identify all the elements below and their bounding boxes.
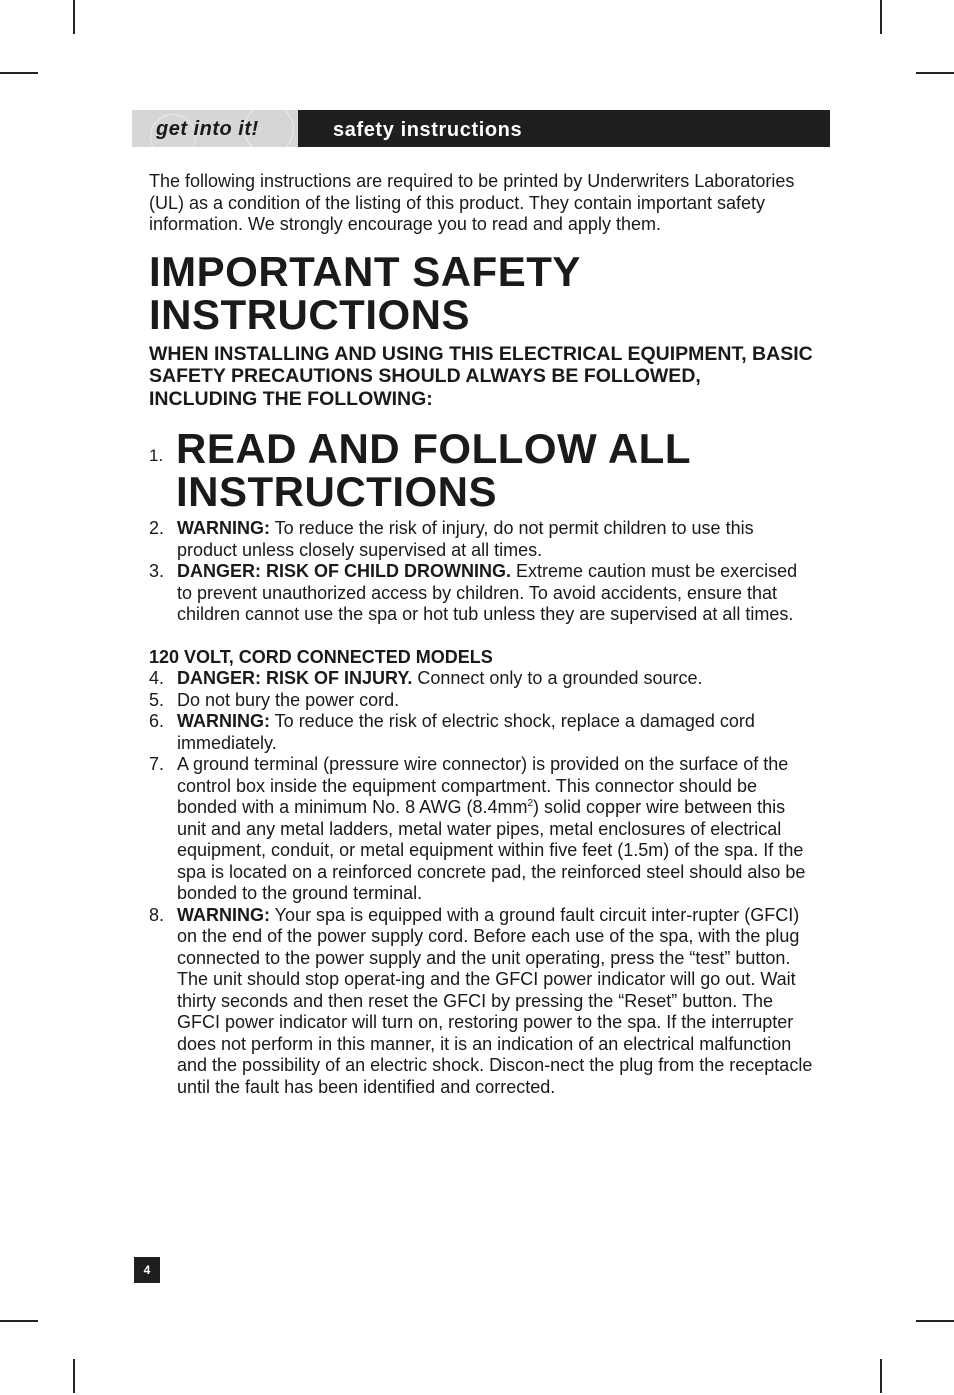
header-bar bbox=[132, 110, 830, 147]
crop-mark bbox=[880, 1359, 882, 1393]
page-number: 4 bbox=[134, 1257, 160, 1283]
list-item-text: READ AND FOLLOW ALL INSTRUCTIONS bbox=[176, 425, 691, 515]
section-heading: 120 VOLT, CORD CONNECTED MODELS bbox=[149, 646, 493, 667]
list-item-number: 1. bbox=[149, 446, 164, 465]
page-topic-tab bbox=[298, 110, 830, 147]
list-item-number: 4. bbox=[149, 668, 165, 688]
page-topic-label: safety instructions bbox=[333, 119, 523, 141]
crop-mark bbox=[916, 72, 954, 74]
crop-mark bbox=[0, 1320, 38, 1322]
section-tab bbox=[132, 110, 298, 147]
crop-mark bbox=[73, 0, 75, 34]
list-item-text: Do not bury the power cord. bbox=[177, 689, 400, 710]
list-item-number: 8. bbox=[149, 904, 165, 925]
list-item-number: 6. bbox=[149, 711, 165, 731]
intro-paragraph: The following instructions are required to be printed by Underwriters Laboratories (UL) as a condition of the listing of this product. They contain important safety information. We strongly encourage you to read and apply them. bbox=[149, 171, 795, 234]
list-item bbox=[149, 561, 814, 626]
list-item-text: A ground terminal (pressure wire connector) is provided on the surface of the control box inside the equipment compartment. This connector should be bonded with a minimum No. 8 AWG (8.4mm bbox=[177, 754, 789, 817]
crop-mark bbox=[916, 1320, 954, 1322]
list-item bbox=[149, 518, 814, 561]
list-item bbox=[149, 690, 814, 712]
list-item-text: Your spa is equipped with a ground fault circuit inter-rupter (GFCI) on the end of the power supply cord. Before each use of the spa, with the plug connected to the power supply and the unit operating, press the “test” button. The unit should stop operat-ing and the GFCI power indicator will go out. Wait thirty seconds and then reset the GFCI by pressing the “Reset” button. The GFCI power indicator will turn on, restoring power to the spa. If the interrupter does not perform in this manner, it is an indication of an electrical malfunction and the possibility of an electric shock. Discon-nect the plug from the receptacle until the fault has been identified and corrected. bbox=[177, 904, 813, 1097]
list-item-number: 7. bbox=[149, 754, 165, 774]
list-item-emphasis: WARNING: bbox=[177, 711, 270, 731]
list-item-number: 2. bbox=[149, 518, 165, 538]
list-item-text: ) solid copper wire between this unit and any metal ladders, metal water pipes, metal enclosures of electrical equipment, conduit, or metal equipment within five feet (1.5m) of the spa. If the spa is located on a reinforced concrete pad, the reinforced steel should also be bonded to the ground terminal. bbox=[177, 797, 806, 903]
page-title: IMPORTANT SAFETY INSTRUCTIONS bbox=[149, 247, 581, 338]
list-item bbox=[149, 668, 814, 690]
list-item bbox=[149, 905, 814, 1099]
safety-list bbox=[149, 668, 814, 1098]
list-item bbox=[149, 427, 814, 513]
safety-list bbox=[149, 518, 814, 626]
list-item-emphasis: DANGER: RISK OF INJURY. bbox=[177, 668, 413, 688]
content bbox=[149, 171, 814, 1098]
list-item-number: 5. bbox=[149, 689, 165, 710]
list-item-text: To reduce the risk of injury, do not permit children to use this product unless closely supervised at all times. bbox=[177, 518, 754, 560]
crop-mark bbox=[880, 0, 882, 34]
list-item-emphasis: DANGER: RISK OF CHILD DROWNING. bbox=[177, 561, 511, 581]
list-item bbox=[149, 754, 814, 905]
list-item-text: To reduce the risk of electric shock, replace a damaged cord immediately. bbox=[177, 711, 755, 753]
list-item-number: 3. bbox=[149, 561, 165, 581]
superscript: 2 bbox=[527, 798, 534, 809]
list-item-text: Connect only to a grounded source. bbox=[412, 668, 703, 688]
crop-mark bbox=[73, 1359, 75, 1393]
section-tab-label: get into it! bbox=[156, 118, 259, 140]
page-subtitle: WHEN INSTALLING AND USING THIS ELECTRICAL EQUIPMENT, BASIC SAFETY PRECAUTIONS SHOULD ALWAYS BE FOLLOWED, INCLUDING THE FOLLOWING: bbox=[149, 342, 813, 410]
list-item-emphasis: WARNING: bbox=[177, 904, 270, 925]
list-item-emphasis: WARNING: bbox=[177, 518, 270, 538]
list-item bbox=[149, 711, 814, 754]
list-item-text: Extreme caution must be exercised to prevent unauthorized access by children. To avoid accidents, ensure that children cannot use the spa or hot tub unless they are supervised at all times. bbox=[177, 561, 798, 624]
crop-mark bbox=[0, 72, 38, 74]
